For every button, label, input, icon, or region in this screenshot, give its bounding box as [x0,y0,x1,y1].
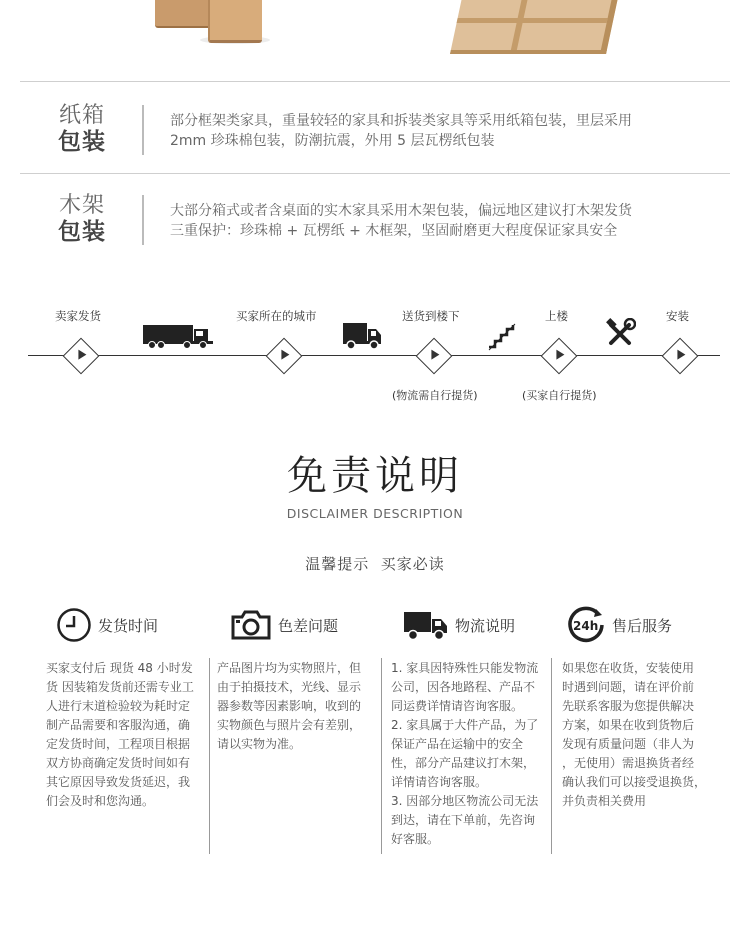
text-line: 先联系客服为您提供解决 [562,699,695,713]
title-bottom: 包装 [58,129,106,155]
text-line: 大部分箱式或者含桌面的实木家具采用木架包装，偏远地区建议打木架发货 [170,203,632,219]
text-line: 到达，请在下单前，先咨询 [391,813,536,827]
text-line: 双方协商确定发货时间如有 [46,756,191,770]
column-header-logistics [403,605,515,645]
text-line: 3. 因部分地区物流公司无法 [391,794,539,808]
wooden-crate-image [450,0,617,54]
tools-icon [606,318,636,348]
column-header-after-sales [566,605,672,645]
timeline-marker [416,338,453,375]
text-line: 三重保护：珍珠棉 + 瓦楞纸 + 木框架，坚固耐磨更大程度保证家具安全 [170,223,618,239]
carton-packaging-text [170,111,730,151]
text-line: 请以实物为准。 [217,737,302,751]
title-top: 木架 [58,193,105,218]
text-line: 部分框架类家具，重量较轻的家具和拆装类家具等采用纸箱包装，里层采用 [170,113,632,129]
text-line: 发现有质量问题（非人为 [562,737,695,751]
text-line: 1. 家具因特殊性只能发物流 [391,661,539,675]
note-self-pickup-logistics: (物流需自行提货) [392,389,478,402]
logistics-text [391,659,551,849]
text-line: 产品图片均为实物照片，但 [217,661,362,675]
carton-box-image [155,0,211,28]
carton-packaging-title [50,103,114,155]
text-line: 定发货时间，工程项目根据 [46,737,191,751]
divider [20,81,730,82]
step-buyer-city: 买家所在的城市 [236,309,317,323]
timeline-marker [63,338,100,375]
text-line: 并负责相关费用 [562,794,647,808]
text-line: 详情请咨询客服。 [391,775,488,789]
color-difference-text [217,659,377,754]
text-line: 人进行末道检验较为耗时定 [46,699,191,713]
timeline-marker [541,338,578,375]
column-title: 色差问题 [278,616,339,635]
text-line: 保证产品在运输中的安全 [391,737,524,751]
text-line: ，无使用）需退换货者经 [562,756,695,770]
column-header-shipping-time [56,605,158,645]
text-line: 器参数等因素影响，收到的 [217,699,362,713]
title-bottom: 包装 [58,219,106,245]
text-line: 买家支付后 现货 48 小时发 [46,661,193,675]
column-separator [209,658,210,854]
vertical-bar [142,105,144,155]
text-line: 确认我们可以接受退换货， [562,775,707,789]
column-header-color-difference [230,605,338,645]
text-line: 由于拍摄技术，光线、显示 [217,680,362,694]
after-sales-text [562,659,722,811]
24h-label: 24h [573,619,599,633]
camera-icon [230,609,272,641]
vertical-bar [142,195,144,245]
step-upstairs: 上楼 [545,309,568,323]
disclaimer-title: 免责说明 [287,453,463,499]
text-line: 2. 家具属于大件产品，为了 [391,718,539,732]
note-buyer-pickup: (买家自行提货) [522,389,597,402]
carton-box-image [208,0,262,43]
24h-service-icon [566,605,606,645]
text-line: 公司，因各地路程、产品不 [391,680,536,694]
wood-frame-packaging-title [50,193,114,245]
wood-frame-packaging-text [170,201,730,241]
column-title: 发货时间 [98,616,159,635]
text-line: 其它原因导致发货延迟，我 [46,775,191,789]
timeline-line [28,355,720,356]
text-line: 同运费详情请咨询客服。 [391,699,524,713]
text-line: 实物颜色与照片会有差别， [217,718,362,732]
truck-icon [143,323,215,349]
text-line: 好客服。 [391,832,440,846]
text-line: 性，部分产品建议打木架， [391,756,536,770]
shipping-time-text [46,659,206,811]
text-line: 如果您在收货，安装使用 [562,661,695,675]
tips-heading: 温馨提示 买家必读 [305,555,445,573]
text-line: 2mm 珍珠棉包装，防潮抗震，外用 5 层瓦楞纸包装 [170,133,495,149]
small-truck-icon [343,321,383,351]
timeline-marker [266,338,303,375]
step-seller-ships: 卖家发货 [55,309,101,323]
column-separator [381,658,382,854]
clock-icon [56,607,92,643]
text-line: 方案，如果在收到货物后 [562,718,695,732]
disclaimer-subtitle: DISCLAIMER DESCRIPTION [286,506,464,521]
divider [20,173,730,174]
text-line: 时遇到问题，请在评价前 [562,680,695,694]
step-deliver-downstairs: 送货到楼下 [402,309,460,323]
stairs-icon [487,323,519,351]
text-line: 货 因装箱发货前还需专业工 [46,680,194,694]
timeline-marker [662,338,699,375]
text-line: 制产品需要和客服沟通，确 [46,718,191,732]
title-top: 纸箱 [58,103,105,128]
step-install: 安装 [666,309,689,323]
text-line: 们会及时和您沟通。 [46,794,155,808]
column-title: 物流说明 [455,616,516,635]
column-title: 售后服务 [612,616,673,635]
delivery-truck-icon [403,609,449,641]
column-separator [551,658,552,854]
